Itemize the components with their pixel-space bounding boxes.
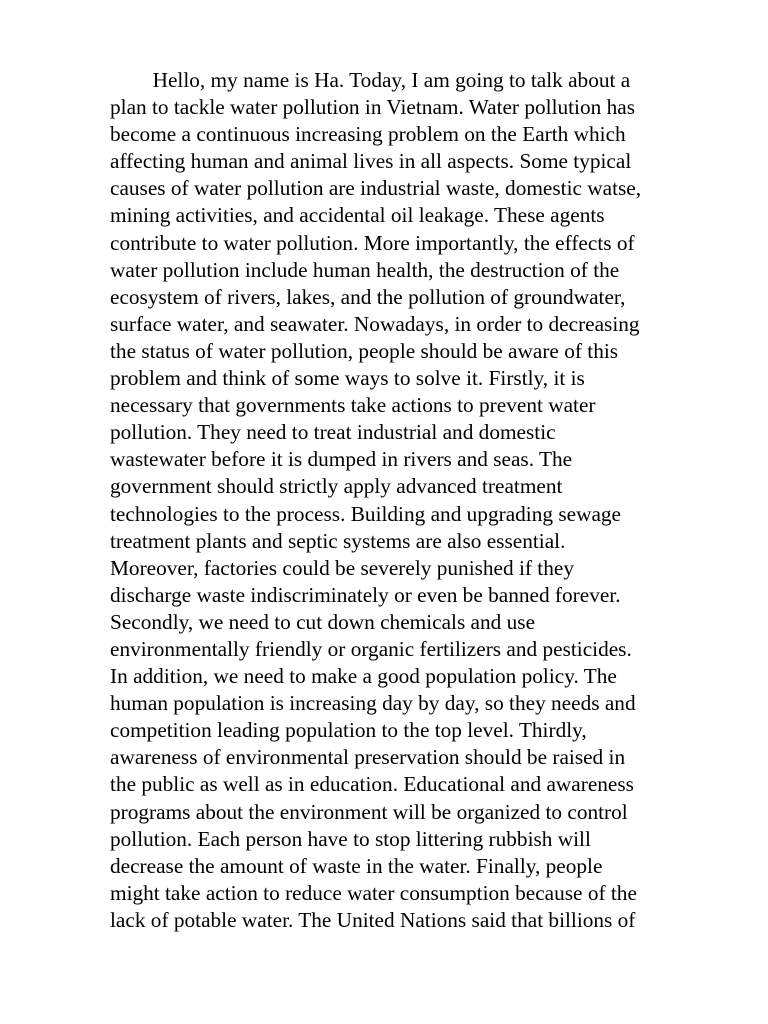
text-line: contribute to water pollution. More importantly, the effects of xyxy=(110,230,635,255)
text-line: technologies to the process. Building and upgrading sewage xyxy=(110,501,622,526)
text-line: decrease the amount of waste in the water. Finally, people xyxy=(110,853,603,878)
text-line: government should strictly apply advanced treatment xyxy=(110,474,563,499)
text-line: treatment plants and septic systems are also essential. xyxy=(110,528,566,553)
text-line: surface water, and seawater. Nowadays, in order to decreasing xyxy=(110,311,640,336)
text-line: the status of water pollution, people should be aware of this xyxy=(110,338,619,363)
document-body-text xyxy=(110,67,710,934)
text-line: lack of potable water. The United Nations said that billions of xyxy=(110,907,636,932)
text-line: causes of water pollution are industrial waste, domestic watse, xyxy=(110,176,642,201)
text-line: discharge waste indiscriminately or even be banned forever. xyxy=(110,582,621,607)
text-line: Moreover, factories could be severely punished if they xyxy=(110,555,574,580)
text-line: pollution. Each person have to stop littering rubbish will xyxy=(110,826,591,851)
text-line: the public as well as in education. Educational and awareness xyxy=(110,772,634,797)
text-line: might take action to reduce water consumption because of the xyxy=(110,880,637,905)
text-line: pollution. They need to treat industrial and domestic xyxy=(110,420,556,445)
text-line: plan to tackle water pollution in Vietnam. Water pollution has xyxy=(110,95,635,120)
text-line: programs about the environment will be organized to control xyxy=(110,799,628,824)
text-line: ecosystem of rivers, lakes, and the pollution of groundwater, xyxy=(110,284,626,309)
text-line: water pollution include human health, the destruction of the xyxy=(110,257,620,282)
text-line: human population is increasing day by day, so they needs and xyxy=(110,691,636,716)
text-line: problem and think of some ways to solve it. Firstly, it is xyxy=(110,366,585,391)
text-line: environmentally friendly or organic fertilizers and pesticides. xyxy=(110,636,632,661)
text-line: necessary that governments take actions to prevent water xyxy=(110,393,596,418)
text-line: affecting human and animal lives in all aspects. Some typical xyxy=(110,149,632,174)
text-line: awareness of environmental preservation should be raised in xyxy=(110,745,626,770)
text-line: Hello, my name is Ha. Today, I am going to talk about a xyxy=(110,68,631,92)
text-line: mining activities, and accidental oil leakage. These agents xyxy=(110,203,605,228)
text-line: competition leading population to the top level. Thirdly, xyxy=(110,718,587,743)
text-line: become a continuous increasing problem on the Earth which xyxy=(110,122,626,147)
text-line: wastewater before it is dumped in rivers and seas. The xyxy=(110,447,573,472)
text-line: Secondly, we need to cut down chemicals and use xyxy=(110,609,536,634)
text-line: In addition, we need to make a good population policy. The xyxy=(110,664,617,689)
